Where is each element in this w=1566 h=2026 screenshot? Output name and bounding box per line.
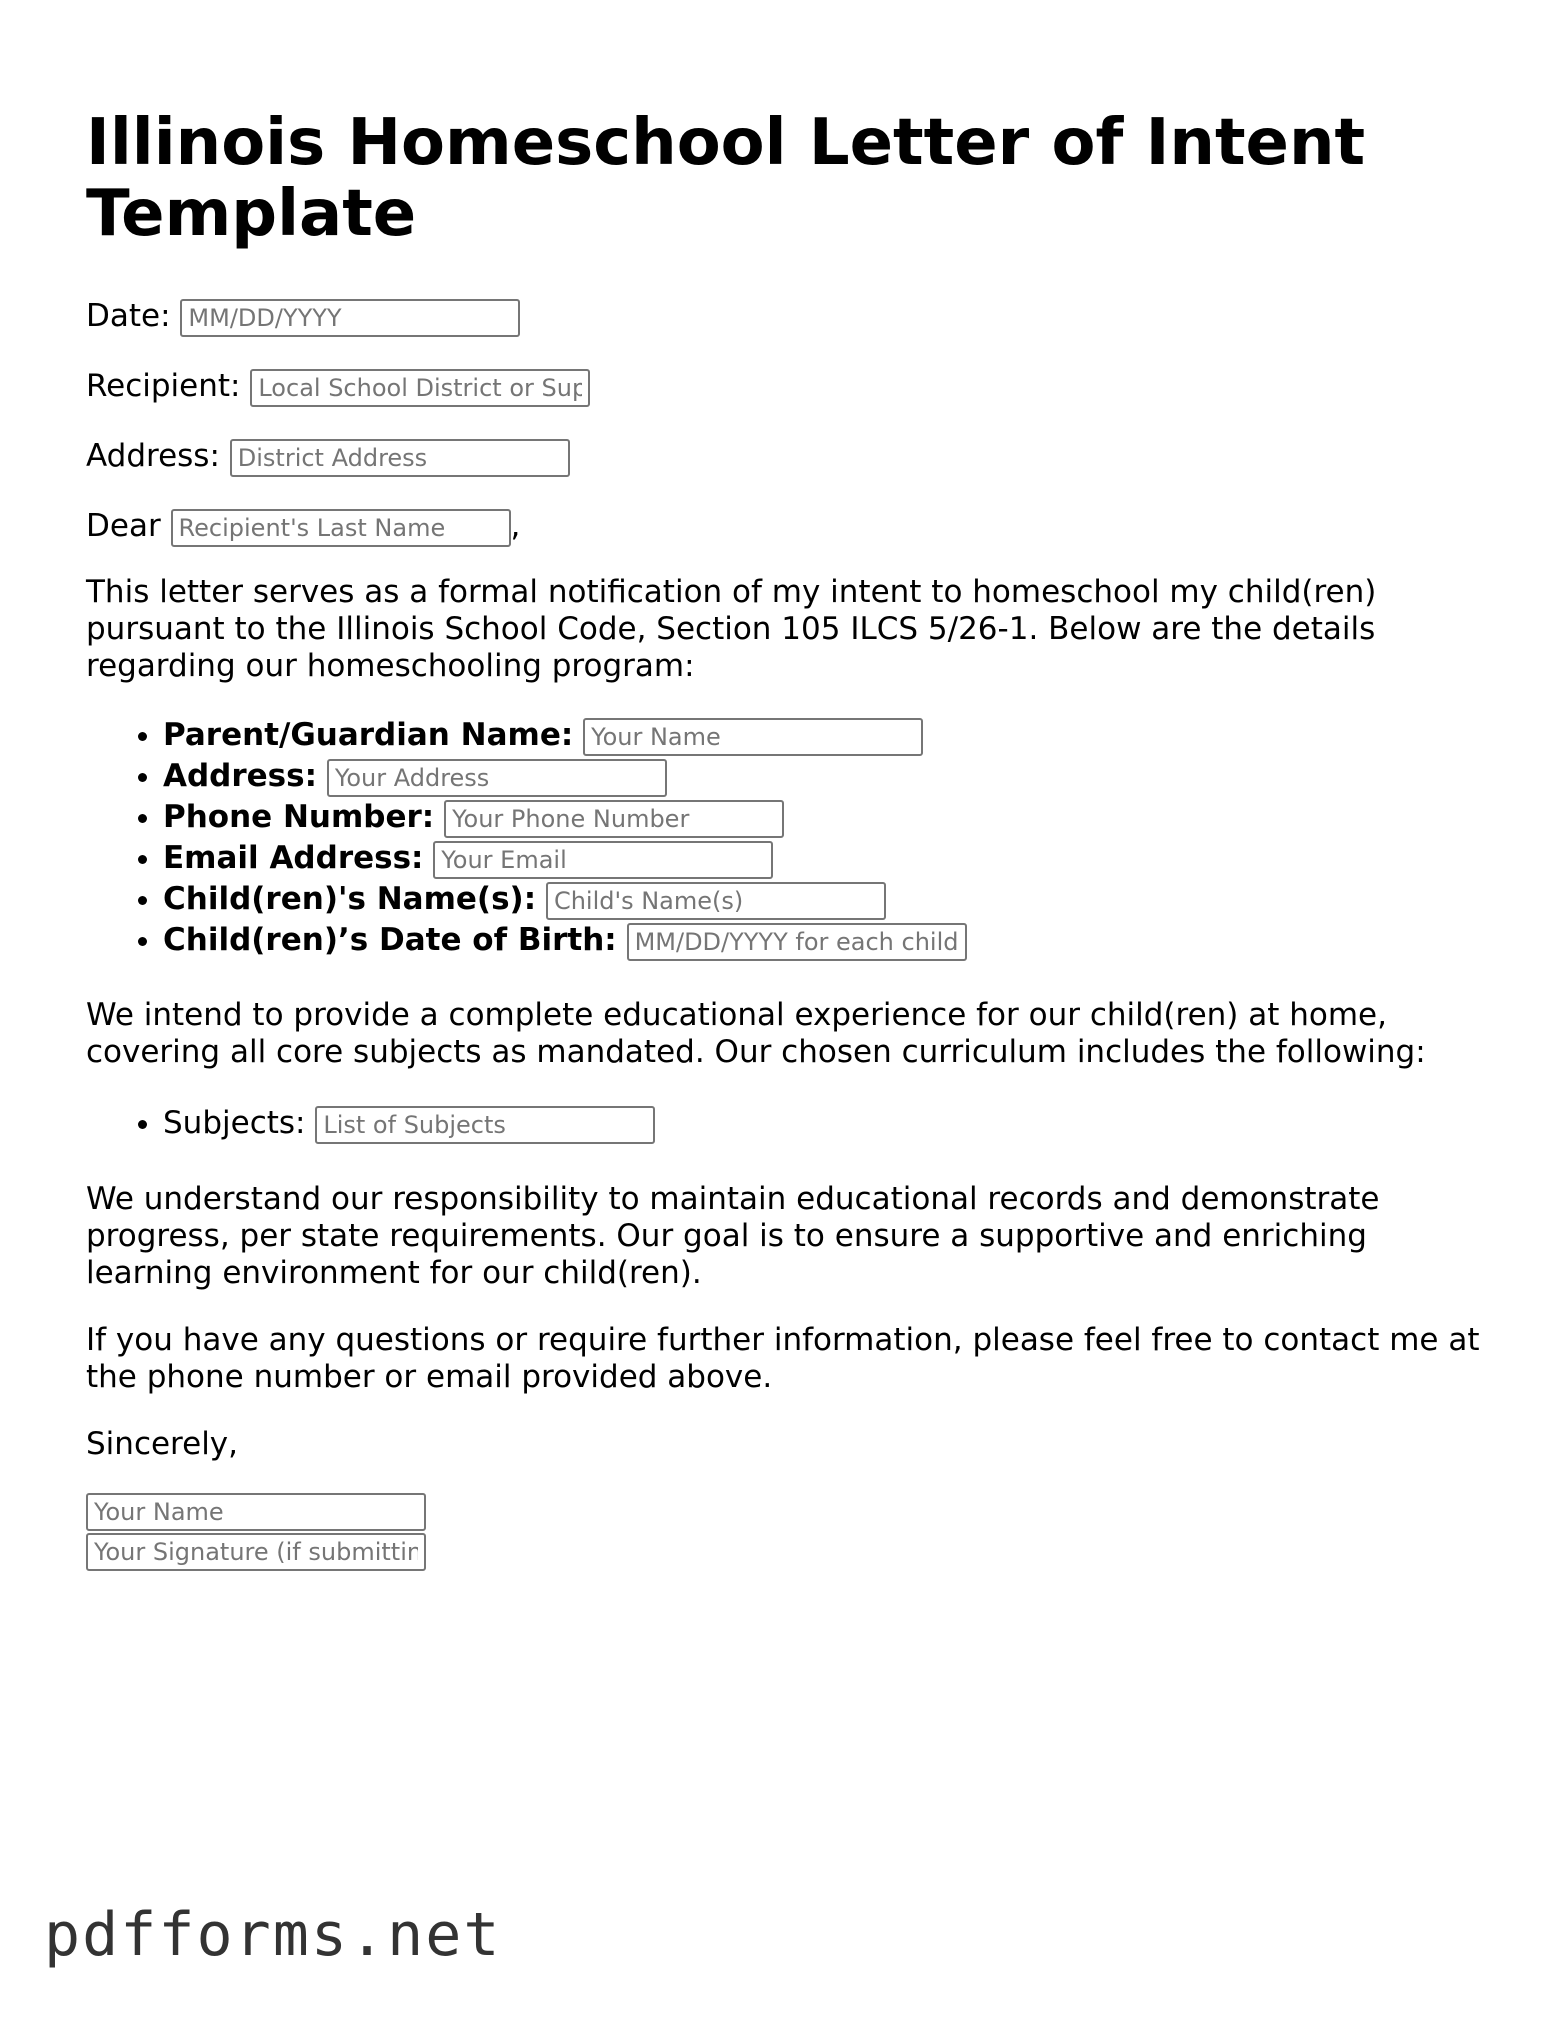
subjects-list xyxy=(86,1101,1486,1145)
parent-name-input[interactable] xyxy=(583,718,923,756)
child-dob-input[interactable] xyxy=(627,923,967,961)
signature-block xyxy=(86,1493,1486,1571)
recipient-row xyxy=(86,364,1486,408)
child-names-label: Child(ren)'s Name(s): xyxy=(163,881,537,917)
signer-name-input[interactable] xyxy=(86,1493,426,1531)
salutation-row xyxy=(86,504,1486,548)
phone-number-label: Phone Number: xyxy=(163,799,435,835)
subjects-input[interactable] xyxy=(315,1106,655,1144)
parent-name-label: Parent/Guardian Name: xyxy=(163,717,574,753)
watermark: pdfforms.net xyxy=(44,1900,502,1970)
letter-page xyxy=(86,108,1486,1573)
date-input[interactable] xyxy=(180,299,520,337)
parent-address-input[interactable] xyxy=(327,759,667,797)
date-row xyxy=(86,294,1486,338)
records-paragraph: We understand our responsibility to maintain educational records and demonstrate progress, per state requirements. Our goal is to ensure a supportive and enriching learning environment for our child(ren). xyxy=(86,1181,1380,1291)
parent-address-label: Address: xyxy=(163,758,317,794)
list-item xyxy=(163,879,1486,920)
recipient-label: Recipient: xyxy=(86,368,241,404)
intro-paragraph: This letter serves as a formal notification of my intent to homeschool my child(ren) pursuant to the Illinois School Code, Section 105 ILCS 5/26-1. Below are the details regarding our homeschooling program: xyxy=(86,574,1377,684)
email-address-label: Email Address: xyxy=(163,840,424,876)
email-address-input[interactable] xyxy=(433,841,773,879)
child-names-input[interactable] xyxy=(546,882,886,920)
curriculum-paragraph: We intend to provide a complete educational experience for our child(ren) at home, covering all core subjects as mandated. Our chosen curriculum includes the following: xyxy=(86,997,1426,1070)
signature-input[interactable] xyxy=(86,1533,426,1571)
phone-number-input[interactable] xyxy=(444,800,784,838)
list-item xyxy=(163,797,1486,838)
date-label: Date: xyxy=(86,298,171,334)
list-item xyxy=(163,756,1486,797)
salutation-comma: , xyxy=(510,508,521,544)
details-list xyxy=(86,715,1486,961)
salutation-label: Dear xyxy=(86,508,161,544)
recipient-last-name-input[interactable] xyxy=(171,509,511,547)
list-item xyxy=(163,920,1486,961)
recipient-input[interactable] xyxy=(250,369,590,407)
district-address-row xyxy=(86,434,1486,478)
district-address-label: Address: xyxy=(86,438,220,474)
list-item xyxy=(163,715,1486,756)
subjects-label: Subjects: xyxy=(163,1105,306,1141)
closing-text: Sincerely, xyxy=(86,1426,239,1462)
district-address-input[interactable] xyxy=(230,439,570,477)
list-item xyxy=(163,838,1486,879)
child-dob-label: Child(ren)’s Date of Birth: xyxy=(163,922,617,958)
contact-paragraph: If you have any questions or require further information, please feel free to contact me at the phone number or email provided above. xyxy=(86,1322,1480,1395)
page-title: Illinois Homeschool Letter of Intent Template xyxy=(86,106,1366,251)
list-item xyxy=(163,1101,1486,1145)
